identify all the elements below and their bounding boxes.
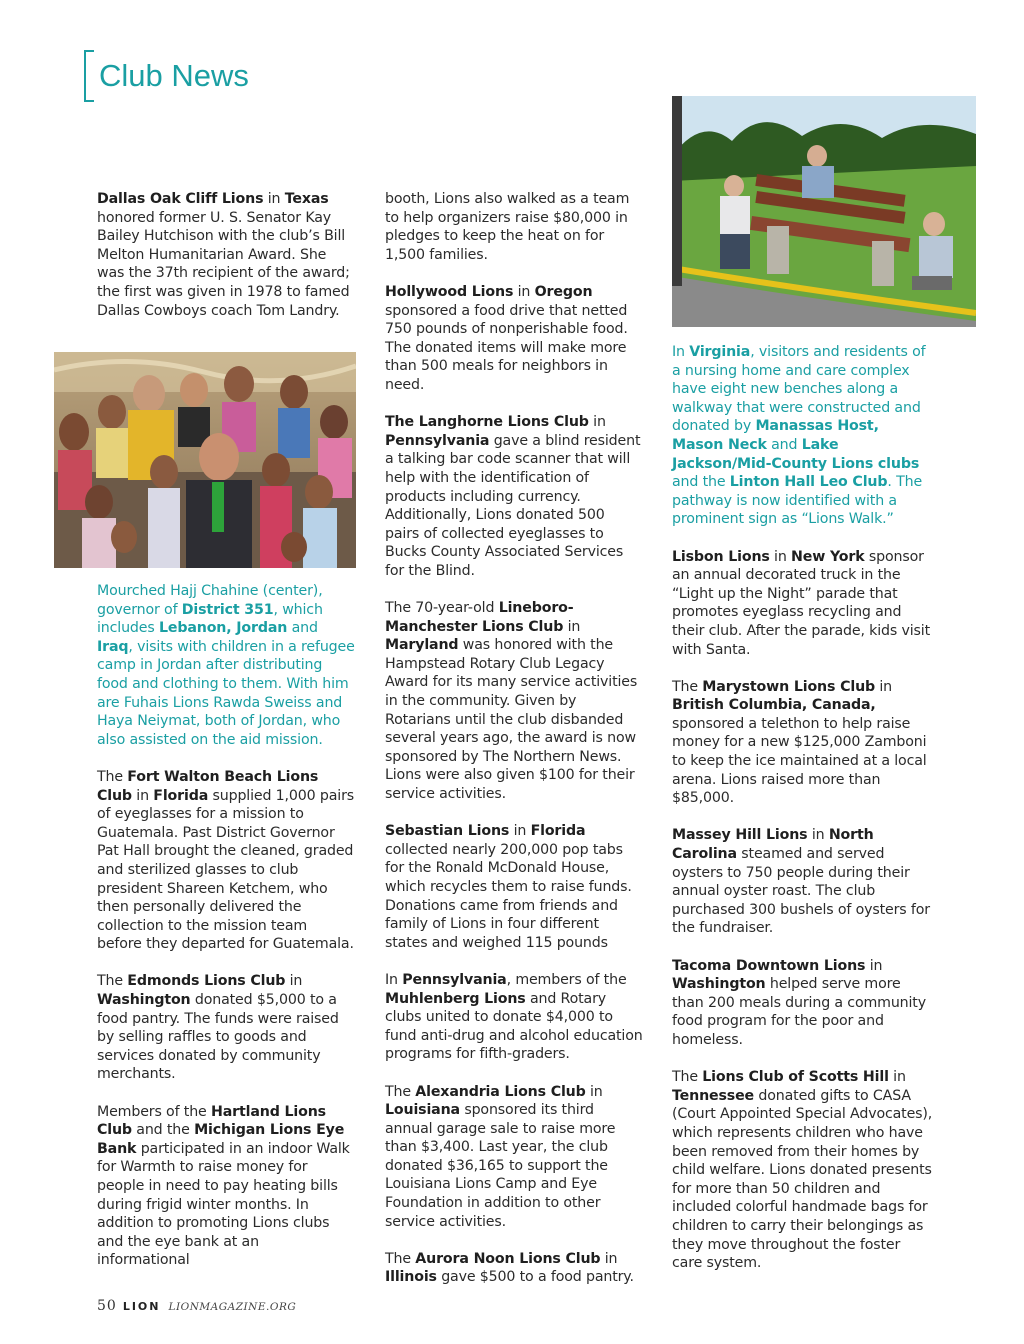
page-title: Club News	[99, 58, 249, 93]
story-muhlenberg: In Pennsylvania, members of the Muhlenberg Lions and Rotary clubs united to donate $4,000 to fund anti-drug and alcohol education programs for fifth-graders.	[385, 971, 643, 1063]
story-hartland: Members of the Hartland Lions Club and the Michigan Lions Eye Bank participated in an indoor Walk for Warmth to raise money for people in need to pay heating bills during frigid winter months. In addition to promoting Lions clubs and the eye bank at an informational	[97, 1103, 350, 1269]
story-sebastian: Sebastian Lions in Florida collected nearly 200,000 pop tabs for the Ronald McDonald House, which recycles them to raise funds. Donations came from friends and family of Lions in four different states and weighed 115 pounds	[385, 823, 632, 951]
benches-photo	[672, 96, 976, 327]
benches-image	[672, 96, 976, 327]
column-1-top	[97, 190, 355, 339]
column-1-bottom	[97, 582, 355, 1289]
story-langhorne: The Langhorne Lions Club in Pennsylvania gave a blind resident a talking bar code scanner that will help with the identification of products including currency. Additionally, Lions donated 500 pairs of collected eyeglasses to Bucks County Associated Services for the Blind.	[385, 414, 641, 579]
refugee-camp-photo	[54, 352, 356, 568]
story-lisbon: Lisbon Lions in New York sponsor an annual decorated truck in the “Light up the Night” parade that promotes eyeglass recycling and their club. After the parade, kids visit with Santa.	[672, 548, 930, 658]
story-aurora-noon: The Aurora Noon Lions Club in Illinois gave $500 to a food pantry.	[385, 1250, 634, 1286]
virginia-benches-caption: In Virginia, visitors and residents of a nursing home and care complex have eight new benches along a walkway that were constructed and donated by Manassas Host, Mason Neck and Lake Jackson/Mid-County Lions clubs and the Linton Hall Leo Club. The pathway is now identified with a prominent sign as “Lions Walk.”	[672, 344, 926, 528]
column-2	[385, 190, 643, 1306]
column-3	[672, 343, 934, 1291]
story-scotts-hill: The Lions Club of Scotts Hill in Tennessee donated gifts to CASA (Court Appointed Special Advocates), which represents children who have been removed from their homes by child welfare. Lions donated presents for more than 50 children and included colorful handmade bags for children to carry their belongings as they move throughout the foster care system.	[672, 1069, 933, 1272]
story-edmonds: The Edmonds Lions Club in Washington donated $5,000 to a food pantry. The funds were raised by selling raffles to goods and services donated by community merchants.	[97, 973, 339, 1083]
story-marystown: The Marystown Lions Club in British Columbia, Canada, sponsored a telethon to help raise money for a new $125,000 Zamboni to keep the ice maintained at a local arena. Lions raised more than $85,000.	[672, 678, 927, 807]
story-alexandria: The Alexandria Lions Club in Louisiana sponsored its third annual garage sale to raise more than $3,400. Last year, the club donated $36,165 to support the Louisiana Lions Camp and Eye Foundation in addition to other service activities.	[385, 1083, 616, 1230]
page-footer	[97, 1295, 296, 1314]
title-bracket	[84, 50, 94, 102]
refugee-camp-image	[54, 352, 356, 568]
story-fort-walton-beach: The Fort Walton Beach Lions Club in Florida supplied 1,000 pairs of eyeglasses for a mission to Guatemala. Past District Governor Pat Hall brought the cleaned, graded and sterilized glasses to club president Shareen Ketchem, who then personally delivered the collection to the mission team before they departed for Guatemala.	[97, 768, 355, 953]
story-tacoma-downtown: Tacoma Downtown Lions in Washington helped serve more than 200 meals during a community food program for the poor and homeless.	[672, 957, 926, 1048]
story-massey-hill: Massey Hill Lions in North Carolina steamed and served oysters to 750 people during their annual oyster roast. The club purchased 300 bushels of oysters for the fundraiser.	[672, 827, 930, 937]
story-dallas-oak-cliff: Dallas Oak Cliff Lions in Texas honored former U. S. Senator Kay Bailey Hutchison with the club’s Bill Melton Humanitarian Award. She was the 37th recipient of the award; the first was given in 1978 to famed Dallas Cowboys coach Tom Landry.	[97, 191, 350, 319]
magazine-name: LION	[122, 1300, 161, 1313]
story-hollywood: Hollywood Lions in Oregon sponsored a food drive that netted 750 pounds of nonperishable food. The donated items will make more than 500 meals for neighbors in need.	[385, 283, 628, 393]
page-number: 50	[97, 1298, 117, 1314]
story-hartland-continued: booth, Lions also walked as a team to help organizers raise $80,000 in pledges to keep the heat on for 1,500 families.	[385, 191, 630, 263]
story-lineboro-manchester: The 70-year-old Lineboro-Manchester Lions Club in Maryland was honored with the Hampstead Rotary Club Legacy Award for its many service activities in the community. Given by Rotarians until the club disbanded several years ago, the award is now sponsored by The Northern News. Lions were also given $100 for their service activities.	[385, 600, 638, 802]
refugee-camp-caption: Mourched Hajj Chahine (center), governor of District 351, which includes Lebanon, Jordan and Iraq, visits with children in a refugee camp in Jordan after distributing food and clothing to them. With him are Fuhais Lions Rawda Sweiss and Haya Neiymat, both of Jordan, who also assisted on the aid mission.	[97, 583, 355, 748]
website-link[interactable]: LIONMAGAZINE.ORG	[168, 1301, 297, 1313]
